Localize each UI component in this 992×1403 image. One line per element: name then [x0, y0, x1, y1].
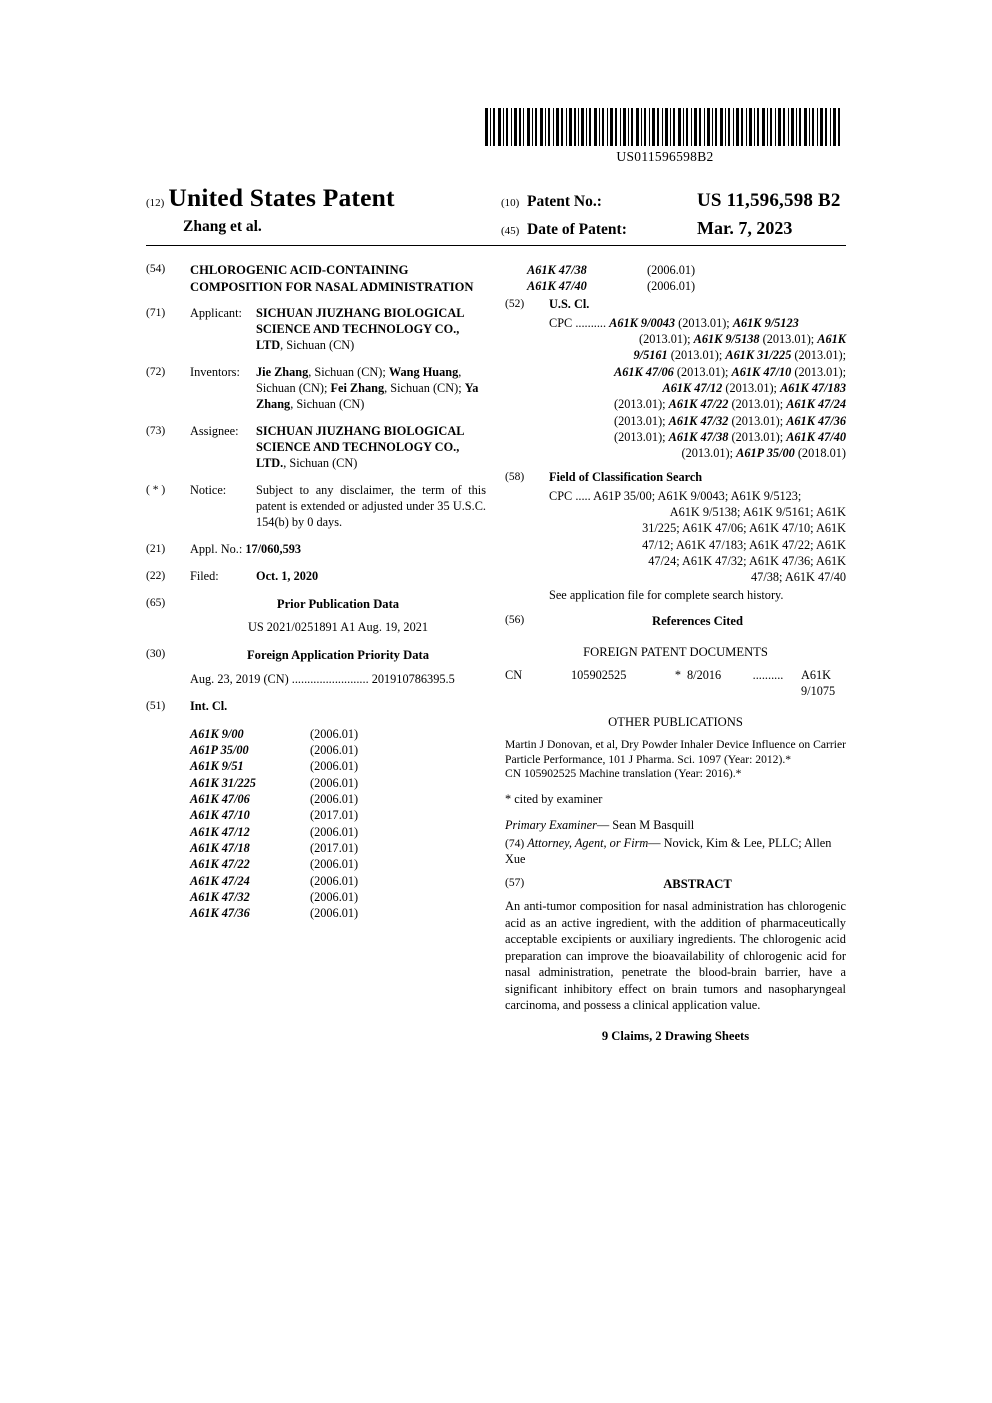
date-code: (45): [501, 225, 520, 237]
int-cl-date: (2006.01): [310, 726, 359, 741]
int-cl-continued-table: [527, 262, 846, 295]
header-right: [501, 190, 846, 239]
ref-dots: ..........: [752, 667, 784, 682]
claims-drawings-line: 9 Claims, 2 Drawing Sheets: [601, 1028, 750, 1043]
fos-line: 47/12; A61K 47/183; A61K 47/22; A61K: [642, 537, 846, 552]
int-cl-date: (2006.01): [310, 759, 359, 774]
int-cl-code: A61K 31/225: [190, 775, 256, 790]
patent-no-code: (10): [501, 197, 520, 209]
primary-examiner-value: — Sean M Basquill: [596, 817, 695, 832]
cpc-line: (2013.01); A61K 47/32 (2013.01); A61K 47/36: [614, 413, 846, 428]
field-assignee: [146, 424, 486, 472]
primary-examiner-label: Primary Examiner: [505, 817, 597, 832]
int-cl-date: (2006.01): [310, 873, 359, 888]
foreign-patent-documents-heading: FOREIGN PATENT DOCUMENTS: [583, 644, 768, 659]
appl-no-label: Appl. No.:: [190, 542, 243, 557]
field-foreign-priority: [146, 647, 486, 687]
int-cl-date: (2006.01): [310, 857, 359, 872]
ref-country: CN: [505, 667, 523, 682]
field-title: [146, 262, 486, 295]
ref-date: 8/2016: [687, 667, 722, 682]
field-code-72: (72): [146, 366, 166, 379]
attorney-value: — Novick, Kim & Lee, PLLC; Allen Xue: [505, 835, 832, 866]
appl-no-number: 17/060,593: [245, 542, 302, 557]
int-cl-code: A61K 47/06: [190, 792, 250, 807]
int-cl-row: [190, 742, 486, 758]
int-cl-date: (2006.01): [310, 792, 359, 807]
field-code-73: (73): [146, 425, 166, 438]
date-label: Date of Patent:: [527, 221, 627, 238]
applicant-location: , Sichuan (CN): [280, 338, 355, 353]
ref-classification: A61K 9/1075: [801, 667, 836, 698]
ref-number: 105902525: [571, 667, 627, 682]
int-cl-row: [190, 824, 486, 840]
other-publication-item: Martin J Donovan, et al, Dry Powder Inhaler Device Influence on Carrier Particle Performance, 101 J Pharma. Sci. 1097 (Year: 2012).*: [505, 738, 846, 766]
int-cl-date: (2006.01): [647, 263, 696, 277]
fos-note: See application file for complete search history.: [549, 587, 784, 602]
field-int-cl: [146, 699, 486, 715]
int-cl-row: [190, 873, 486, 889]
left-column: [146, 262, 486, 922]
foreign-patent-row: [505, 668, 846, 700]
field-inventors: [146, 365, 486, 413]
abstract-heading: ABSTRACT: [663, 876, 732, 891]
int-cl-code: A61K 47/24: [190, 873, 250, 888]
notice-label: Notice:: [190, 483, 227, 498]
field-notice: [146, 483, 486, 531]
field-prior-publication: [146, 596, 486, 636]
cpc-line: (2013.01); A61K 47/38 (2013.01); A61K 47/40: [614, 430, 846, 445]
date-value: Mar. 7, 2023: [697, 218, 793, 238]
cited-by-examiner-note: * cited by examiner: [505, 791, 603, 806]
int-cl-row: [190, 807, 486, 823]
attorney-label: Attorney, Agent, or Firm: [527, 835, 649, 850]
int-cl-code: A61K 47/12: [190, 824, 250, 839]
assignee-value: [256, 424, 486, 472]
inventor-short-name: Zhang et al.: [183, 218, 262, 235]
header-divider: [146, 245, 846, 246]
field-code-21: (21): [146, 543, 166, 556]
int-cl-row: [190, 905, 486, 921]
fos-line: 31/225; A61K 47/06; A61K 47/10; A61K: [642, 521, 846, 536]
int-cl-code: A61P 35/00: [190, 743, 249, 758]
field-code-notice: ( * ): [146, 484, 166, 497]
references-cited-heading: References Cited: [651, 614, 744, 629]
int-cl-code: A61K 47/10: [190, 808, 250, 823]
cpc-line: A61K 47/06 (2013.01); A61K 47/10 (2013.01);: [614, 364, 846, 379]
cpc-classification-block: [549, 315, 846, 462]
int-cl-code: A61K 9/51: [190, 759, 244, 774]
int-cl-date: (2006.01): [310, 743, 359, 758]
right-column: [505, 262, 846, 1044]
int-cl-code: A61K 47/22: [190, 857, 250, 872]
field-code-22: (22): [146, 570, 166, 583]
cpc-line: (2013.01); A61K 9/5138 (2013.01); A61K: [638, 332, 846, 347]
field-code-58: (58): [505, 470, 525, 483]
int-cl-row: [190, 889, 486, 905]
int-cl-date: (2006.01): [310, 906, 359, 921]
other-publications-heading: OTHER PUBLICATIONS: [608, 714, 743, 729]
int-cl-code: A61K 9/00: [190, 726, 244, 741]
other-publications-list: [505, 738, 846, 782]
filed-date: [256, 569, 486, 585]
field-appl-no: [146, 542, 486, 558]
assignee-name: SICHUAN JIUZHANG BIOLOGICAL SCIENCE AND TECHNOLOGY CO., LTD.: [256, 424, 464, 471]
int-cl-row: [190, 758, 486, 774]
applicant-label: Applicant:: [190, 306, 242, 321]
int-cl-row: [527, 262, 846, 278]
field-filed: [146, 569, 486, 585]
abstract-block: [505, 876, 846, 898]
us-cl-heading: U.S. Cl.: [549, 296, 590, 311]
fos-line: 47/38; A61K 47/40: [751, 570, 846, 585]
int-cl-row: [190, 840, 486, 856]
int-cl-code: A61K 47/38: [527, 263, 587, 277]
filed-label: Filed:: [190, 569, 219, 584]
ref-star: *: [674, 667, 682, 682]
field-of-search-heading: Field of Classification Search: [549, 469, 703, 484]
cpc-line: A61K 47/12 (2013.01); A61K 47/183: [662, 381, 846, 396]
fos-line: 47/24; A61K 47/32; A61K 47/36; A61K: [648, 554, 846, 569]
barcode-block: [485, 108, 845, 165]
prior-publication-heading: Prior Publication Data: [276, 597, 400, 611]
int-cl-row: [190, 791, 486, 807]
int-cl-code: A61K 47/18: [190, 841, 250, 856]
field-code-57: (57): [505, 876, 525, 889]
field-of-search-block: [549, 488, 846, 603]
inventors-label: Inventors:: [190, 365, 240, 380]
int-cl-date: (2017.01): [310, 841, 359, 856]
cpc-line: (2013.01); A61P 35/00 (2018.01): [681, 446, 846, 461]
assignee-location: , Sichuan (CN): [283, 456, 358, 471]
field-code-54: (54): [146, 263, 166, 275]
assignee-label: Assignee:: [190, 424, 239, 439]
int-cl-date: (2006.01): [310, 775, 359, 790]
int-cl-row: [190, 856, 486, 872]
field-references-cited: [505, 613, 846, 637]
int-cl-code: A61K 47/40: [527, 279, 587, 294]
patent-header: [146, 183, 846, 239]
other-publication-item: CN 105902525 Machine translation (Year: 2016).*: [505, 767, 742, 781]
field-field-of-search: [505, 470, 846, 486]
fos-line: A61K 9/5138; A61K 9/5161; A61K: [669, 505, 846, 520]
field-us-cl: [505, 297, 846, 313]
barcode-image: [485, 108, 843, 146]
primary-examiner: [505, 818, 846, 834]
foreign-priority-value: Aug. 23, 2019 (CN) ......................... 201910786395.5: [190, 671, 455, 686]
int-cl-date: (2006.01): [310, 824, 359, 839]
inventors-value: Jie Zhang, Sichuan (CN); Wang Huang, Sichuan (CN); Fei Zhang, Sichuan (CN); Ya Zhang, Sichuan (CN): [256, 365, 479, 412]
int-cl-row: [190, 726, 486, 742]
prior-publication-value: US 2021/0251891 A1 Aug. 19, 2021: [247, 620, 429, 635]
int-cl-date: (2006.01): [647, 279, 696, 294]
cpc-line: (2013.01); A61K 47/22 (2013.01); A61K 47/24: [614, 397, 846, 412]
field-applicant: [146, 306, 486, 354]
filed-date-value: Oct. 1, 2020: [256, 569, 319, 584]
field-code-30: (30): [146, 648, 166, 661]
field-code-56: (56): [505, 614, 525, 627]
patent-no-label: Patent No.:: [527, 193, 602, 210]
abstract-text: An anti-tumor composition for nasal administration has chlorogenic acid as an active ingredient, with the addition of pharmaceutically acceptable excipients or auxiliary ingredients. The chlorogenic acid preparation can improve the bioavailability of chlorogenic acid for nasal administration, penetrate the blood-brain barrier, have a significant inhibitory effect on brain tumors and nasopharyngeal carcinoma, and possess a clinical application value.: [505, 899, 846, 1013]
int-cl-code: A61K 47/36: [190, 906, 250, 921]
int-cl-table: [190, 726, 486, 922]
invention-title: CHLOROGENIC ACID-CONTAINING COMPOSITION FOR NASAL ADMINISTRATION: [190, 263, 474, 294]
field-code-71: (71): [146, 307, 166, 320]
int-cl-row: [190, 775, 486, 791]
field-code-51: (51): [146, 699, 166, 712]
int-cl-date: (2006.01): [310, 890, 359, 905]
applicant-value: [256, 306, 486, 354]
foreign-priority-heading: Foreign Application Priority Data: [246, 648, 429, 663]
doc-code: (12): [146, 197, 165, 209]
fos-line: CPC ..... A61P 35/00; A61K 9/0043; A61K 9/5123;: [549, 488, 802, 503]
cpc-line: CPC .......... A61K 9/0043 (2013.01); A61K 9/5123: [549, 315, 799, 330]
barcode-number: US011596598B2: [616, 149, 714, 164]
page-title: United States Patent: [168, 183, 395, 212]
attorney-line: [505, 836, 846, 868]
patent-no-value: US 11,596,598 B2: [697, 190, 841, 211]
field-code-52: (52): [505, 297, 525, 310]
int-cl-code: A61K 47/32: [190, 890, 250, 905]
int-cl-heading: Int. Cl.: [190, 698, 228, 713]
field-code-65: (65): [146, 597, 166, 609]
field-code-74: (74): [505, 837, 525, 850]
cpc-line: 9/5161 (2013.01); A61K 31/225 (2013.01);: [633, 348, 846, 363]
notice-text: Subject to any disclaimer, the term of this patent is extended or adjusted under 35 U.S.C. 154(b) by 0 days.: [256, 483, 486, 530]
appl-no-value: [190, 542, 486, 558]
int-cl-row: [527, 278, 846, 294]
applicant-name: SICHUAN JIUZHANG BIOLOGICAL SCIENCE AND TECHNOLOGY CO., LTD: [256, 306, 464, 353]
header-left: [146, 183, 501, 236]
int-cl-date: (2017.01): [310, 808, 359, 823]
